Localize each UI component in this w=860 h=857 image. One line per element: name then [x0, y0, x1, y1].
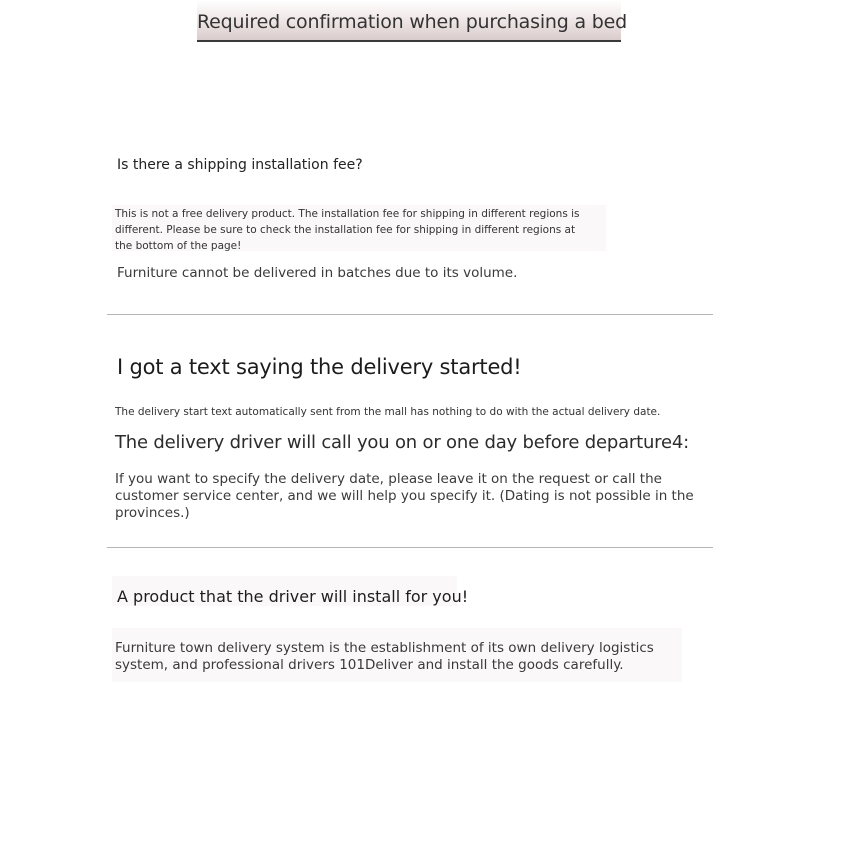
delivery-started-question: I got a text saying the delivery started!: [117, 355, 522, 379]
section-divider: [107, 314, 713, 315]
header-banner: [197, 0, 627, 42]
shipping-fee-question: Is there a shipping installation fee?: [117, 157, 363, 173]
batch-delivery-note: Furniture cannot be delivered in batches due to its volume.: [117, 265, 518, 281]
driver-install-answer: Furniture town delivery system is the establishment of its own delivery logistics system, and professional drivers 101Deliver and install the goods carefully.: [115, 640, 654, 673]
delivery-started-answer: The delivery start text automatically sent from the mall has nothing to do with the actual delivery date.: [115, 406, 661, 418]
section-divider: [107, 547, 713, 548]
driver-call-subheading: The delivery driver will call you on or one day before departure4:: [115, 432, 689, 453]
banner-title: Required confirmation when purchasing a bed: [197, 11, 627, 33]
shipping-fee-answer: This is not a free delivery product. The installation fee for shipping in different regions is different. Please be sure to check the installation fee for shipping in different regions at the bottom of the page!: [115, 208, 580, 252]
delivery-date-detail: If you want to specify the delivery date, please leave it on the request or call the customer service center, and we will help you specify it. (Dating is not possible in the provinces.): [115, 471, 694, 521]
driver-install-question: A product that the driver will install for you!: [117, 587, 469, 606]
